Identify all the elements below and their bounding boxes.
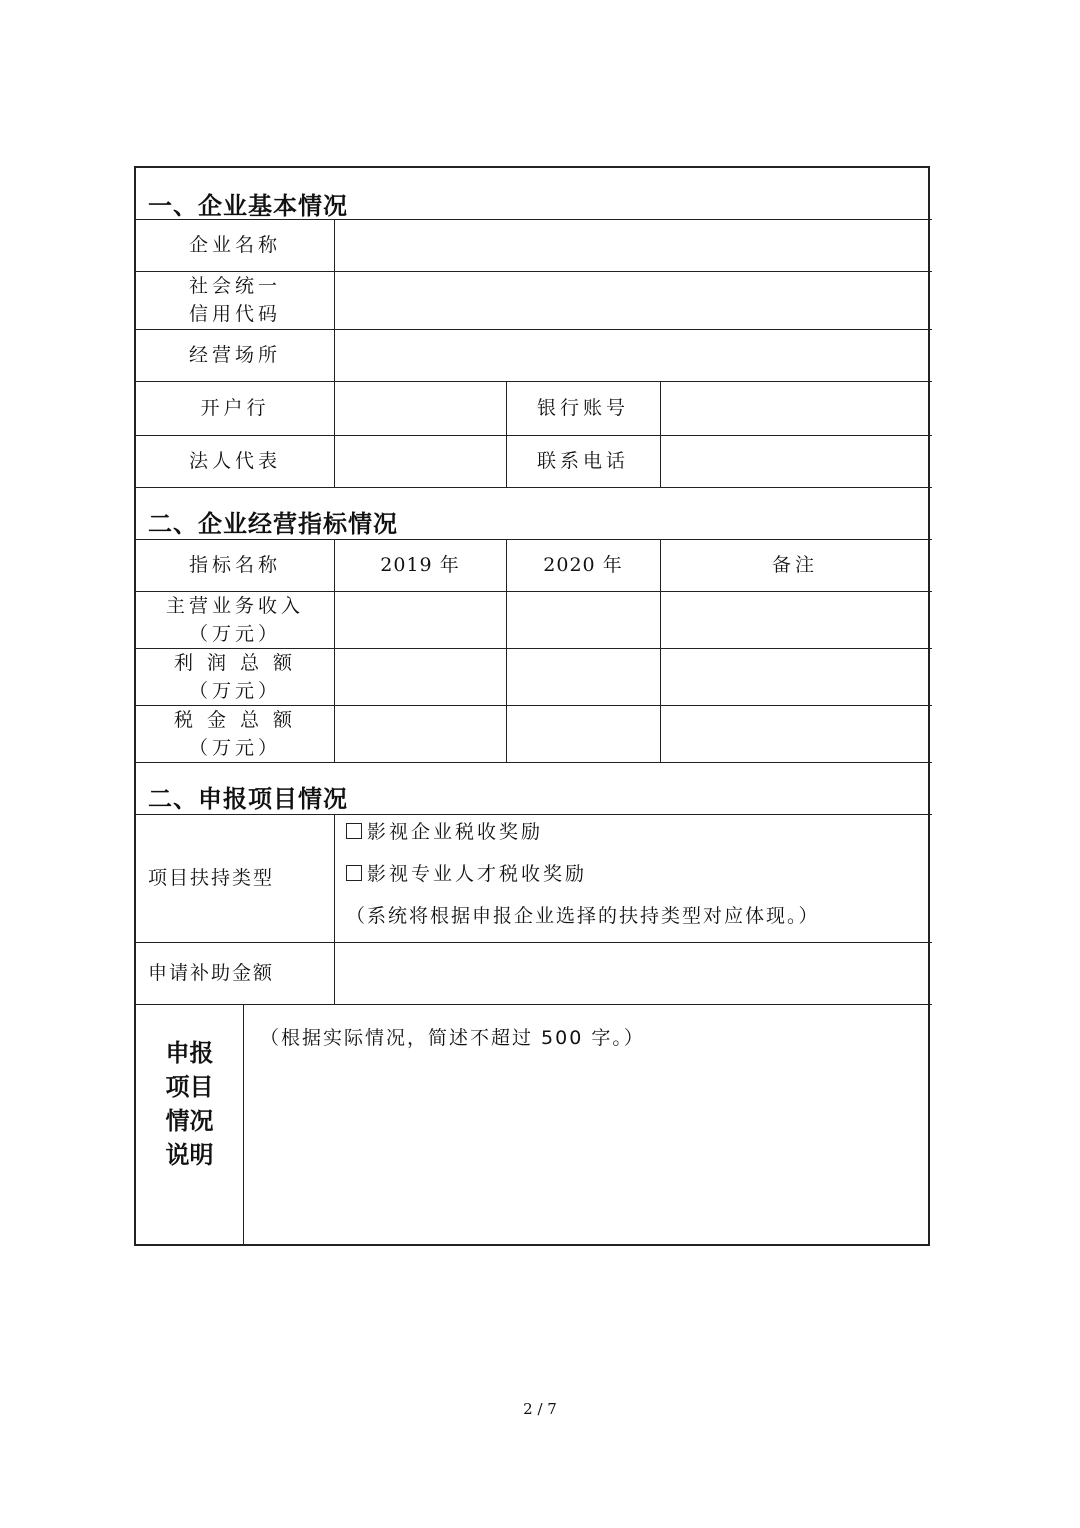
row-label-line2: （万元） [188,679,281,702]
profit-2020-field[interactable] [506,648,660,705]
section-title-basic-info: 一、企业基本情况 [148,192,348,220]
row-label-line2: （万元） [188,622,281,645]
page-number: 2 / 7 [523,1400,557,1418]
support-type-label: 项目扶持类型 [148,867,275,889]
bank-label: 开户行 [200,397,270,419]
divider [136,762,932,763]
divider [660,539,661,762]
row-label-line1: 主营业务收入 [165,594,304,617]
option-label: 影视企业税收奖励 [367,821,544,843]
year-2019-header: 2019 年 [380,554,460,576]
divider [136,487,932,488]
row-label-line2: （万元） [188,736,281,759]
option-film-talent[interactable] [346,859,587,886]
year-2020-header: 2020 年 [543,554,623,576]
table-row-label [136,648,334,705]
application-form [134,166,930,1246]
section-title-operating-indicators: 二、企业经营指标情况 [148,510,398,538]
project-description-field[interactable]: （根据实际情况，简述不超过 500 字。） [260,1027,645,1049]
divider [334,219,335,487]
profit-2019-field[interactable] [334,648,506,705]
revenue-2019-field[interactable] [334,591,506,648]
project-description-label [136,1004,243,1246]
table-row-label [136,591,334,648]
credit-code-label-line2: 信用代码 [188,303,281,325]
tax-remarks-field[interactable] [660,705,930,762]
label-line: 情况 [165,1107,214,1135]
checkbox-icon[interactable] [346,823,362,839]
section-title-project-info: 二、申报项目情况 [148,785,348,813]
subsidy-amount-field[interactable] [334,942,930,1004]
indicator-name-header: 指标名称 [188,554,281,576]
legal-rep-field[interactable] [334,435,506,487]
revenue-2020-field[interactable] [506,591,660,648]
bank-field[interactable] [334,381,506,435]
phone-label: 联系电话 [536,450,629,472]
divider [334,814,335,1004]
label-line: 说明 [165,1141,214,1169]
table-row-label [136,705,334,762]
options-note: （系统将根据申报企业选择的扶持类型对应体现。） [346,905,820,927]
divider [506,539,507,762]
tax-2020-field[interactable] [506,705,660,762]
label-line: 申报 [165,1039,214,1067]
checkbox-icon[interactable] [346,865,362,881]
divider [243,1004,244,1246]
company-name-field[interactable] [334,219,930,271]
divider [334,539,335,762]
row-label-line1: 税 金 总 额 [173,708,297,731]
option-film-enterprise[interactable] [346,817,543,844]
legal-rep-label: 法人代表 [188,450,281,472]
credit-code-field[interactable] [334,271,930,329]
bank-account-label: 银行账号 [536,397,629,419]
profit-remarks-field[interactable] [660,648,930,705]
revenue-remarks-field[interactable] [660,591,930,648]
bank-account-field[interactable] [660,381,930,435]
company-name-label: 企业名称 [188,234,281,256]
tax-2019-field[interactable] [334,705,506,762]
divider [136,1004,932,1005]
label-line: 项目 [165,1073,214,1101]
option-label: 影视专业人才税收奖励 [367,863,588,885]
phone-field[interactable] [660,435,930,487]
business-place-label: 经营场所 [188,344,281,366]
credit-code-label [136,271,334,329]
divider [660,381,661,487]
credit-code-label-line1: 社会统一 [188,275,281,297]
row-label-line1: 利 润 总 额 [173,651,297,674]
remarks-header: 备注 [771,554,818,576]
subsidy-amount-label: 申请补助金额 [148,962,275,984]
business-place-field[interactable] [334,329,930,381]
divider [506,381,507,487]
